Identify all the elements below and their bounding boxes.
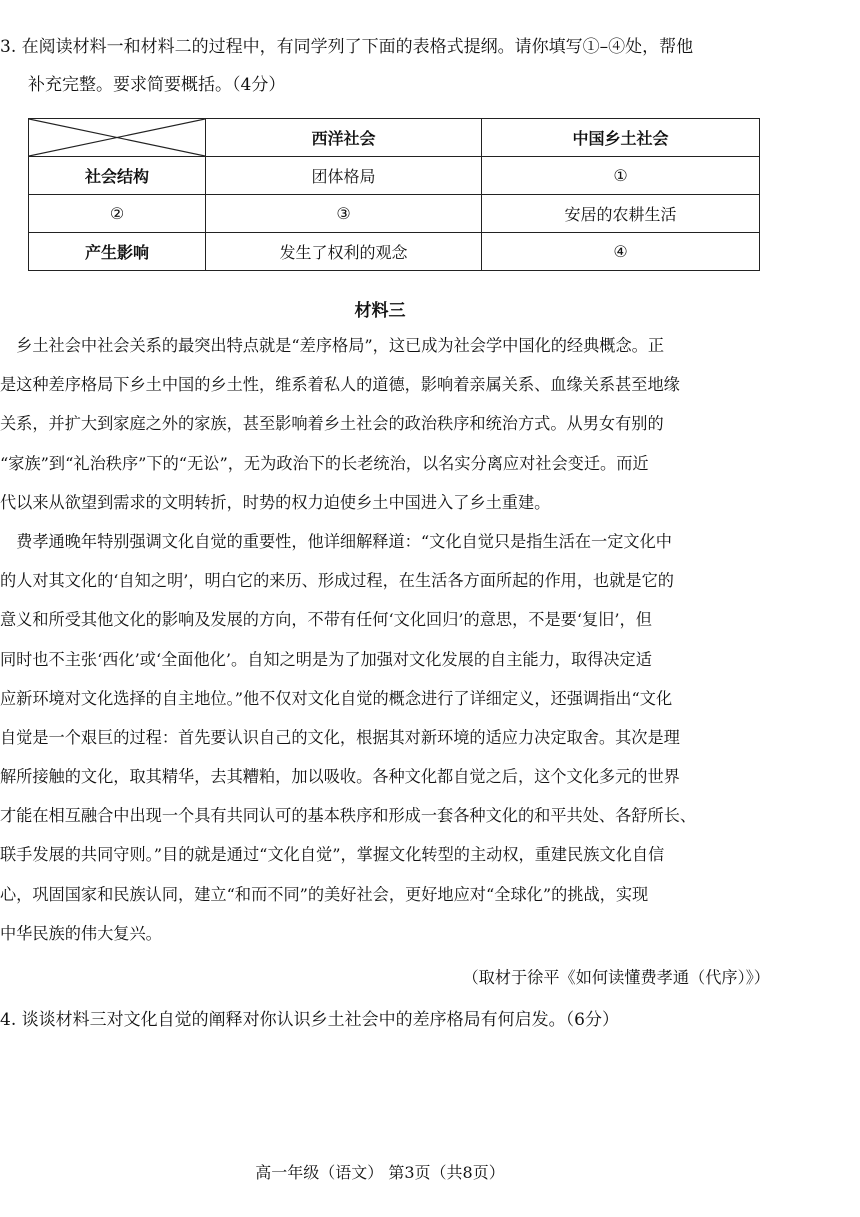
passage-line: 费孝通晚年特别强调文化自觉的重要性，他详细解释道：“文化自觉只是指生活在一定文化中 (0, 531, 672, 551)
passage-line: 应新环境对文化选择的自主地位。”他不仅对文化自觉的概念进行了详细定义，还强调指出“文化 (0, 688, 673, 708)
cell-china: ④ (482, 233, 760, 271)
cell-china: 安居的农耕生活 (482, 195, 760, 233)
cell-china: ① (482, 157, 760, 195)
diagonal-lines (29, 119, 205, 156)
passage-line: 联手发展的共同守则。”目的就是通过“文化自觉”，掌握文化转型的主动权，重建民族文化自信 (0, 845, 665, 865)
question-4: 4. 谈谈材料三对文化自觉的阐释对你认识乡土社会中的差序格局有何启发。（6分） (0, 1010, 619, 1030)
cell-west: ③ (206, 195, 482, 233)
passage-line: 心，巩固国家和民族认同，建立“和而不同”的美好社会，更好地应对“全球化”的挑战，实现 (0, 884, 649, 904)
passage-line: 代以来从欲望到需求的文明转折，时势的权力迫使乡土中国进入了乡土重建。 (0, 492, 551, 512)
row-label: 产生影响 (29, 233, 206, 271)
table-row (29, 195, 760, 233)
row-label: 社会结构 (29, 157, 206, 195)
passage-line: 的人对其文化的‘自知之明’，明白它的来历、形成过程，在生活各方面所起的作用，也就是它的 (0, 571, 674, 591)
cell-west: 团体格局 (206, 157, 482, 195)
table-row (29, 157, 760, 195)
material-3-title: 材料三 (354, 301, 406, 321)
passage-line: 自觉是一个艰巨的过程：首先要认识自己的文化，根据其对新环境的适应力决定取舍。其次是理 (0, 727, 680, 747)
passage-line: 乡土社会中社会关系的最突出特点就是“差序格局”，这已成为社会学中国化的经典概念。正 (0, 336, 665, 355)
material-3-passage (0, 332, 762, 959)
passage-line: 才能在相互融合中出现一个具有共同认可的基本秩序和形成一套各种文化的和平共处、各舒所长、 (0, 806, 697, 826)
passage-line: 是这种差序格局下乡土中国的乡土性，维系着私人的道德，影响着亲属关系、血缘关系甚至地缘 (0, 375, 680, 395)
passage-line: 关系，并扩大到家庭之外的家族，甚至影响着乡土社会的政治秩序和统治方式。从男女有别的 (0, 414, 664, 434)
passage-line: 同时也不主张‘西化’或‘全面他化’。自知之明是为了加强对文化发展的自主能力，取得决定适 (0, 649, 652, 669)
header-west: 西洋社会 (206, 119, 482, 157)
table-row (29, 233, 760, 271)
diagonal-header-cell (29, 119, 206, 157)
row-label: ② (29, 195, 206, 233)
passage-line: 解所接触的文化，取其精华，去其糟粕，加以吸收。各种文化都自觉之后，这个文化多元的世界 (0, 767, 680, 787)
passage-line: 中华民族的伟大复兴。 (0, 923, 162, 943)
source-citation: （取材于徐平《如何读懂费孝通（代序）》） (462, 968, 770, 987)
table-header-row (29, 119, 760, 157)
question-3-line-2: 补充完整。要求简要概括。（4分） (28, 75, 286, 95)
cell-west: 发生了权利的观念 (206, 233, 482, 271)
page-footer: 高一年级（语文） 第3页（共8页） (255, 1163, 505, 1182)
outline-table (28, 118, 760, 271)
passage-line: “家族”到“礼治秩序”下的“无讼”，无为政治下的长老统治，以名实分离应对社会变迁。而近 (0, 453, 649, 473)
passage-line: 意义和所受其他文化的影响及发展的方向，不带有任何‘文化回归’的意思，不是要‘复旧’，但 (0, 610, 652, 630)
header-china: 中国乡土社会 (482, 119, 760, 157)
question-3-line-1: 3. 在阅读材料一和材料二的过程中，有同学列了下面的表格式提纲。请你填写①–④处，帮他 (0, 37, 694, 57)
